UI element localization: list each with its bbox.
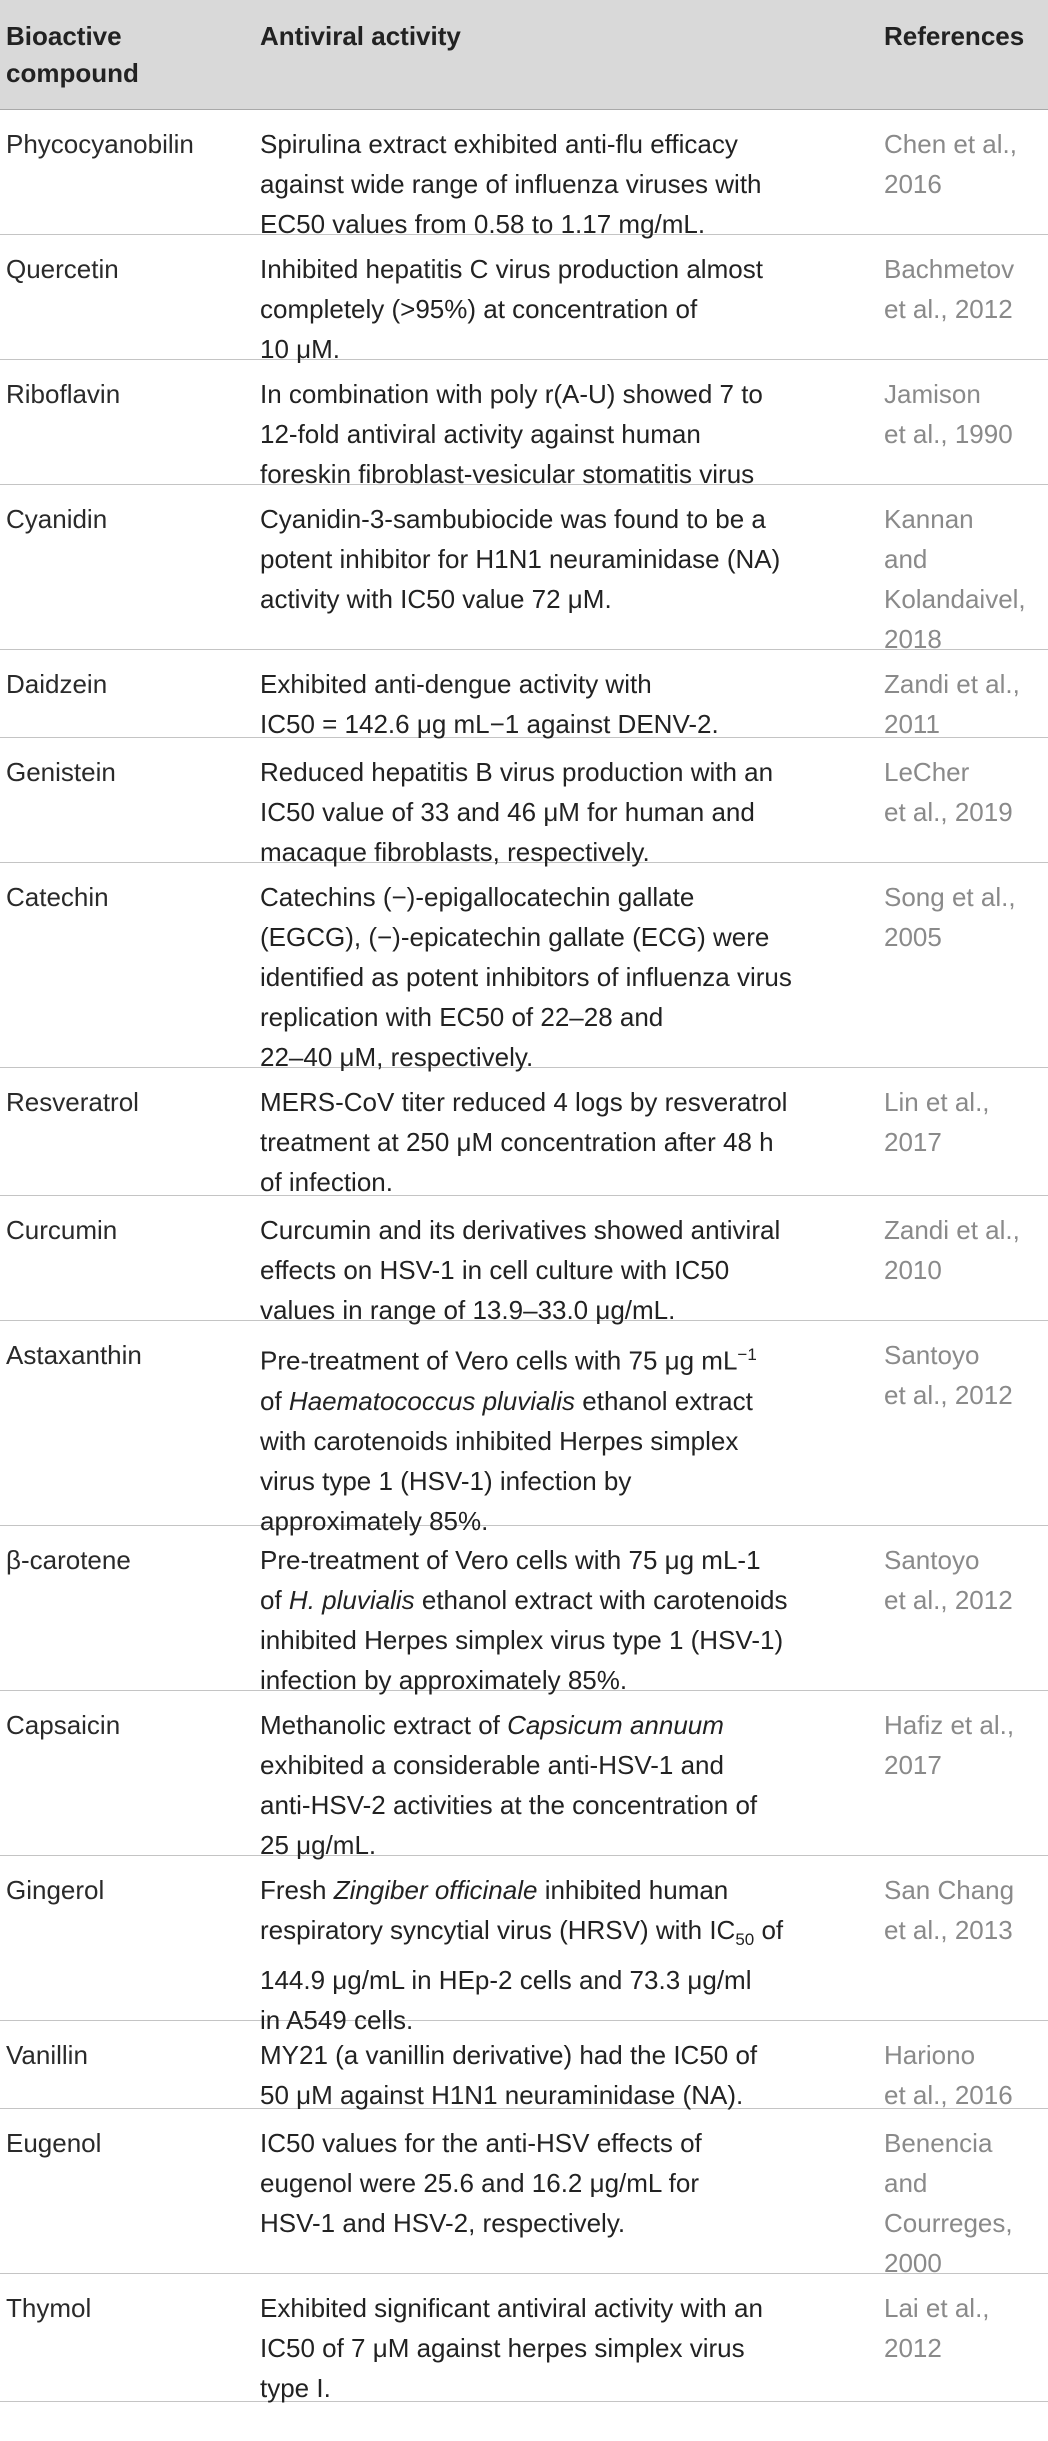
activity-cell: Catechins (−)-epigallocatechin gallate (EGCG), (−)-epicatechin gallate (ECG) were identified as potent inhibitors of influenza virus replication with EC50 of 22–28 and 22–40 μM, respectively. xyxy=(260,882,792,1072)
compound-cell: Cyanidin xyxy=(6,504,108,534)
compound-cell: Quercetin xyxy=(6,254,119,284)
table-row xyxy=(0,485,1048,654)
table-row xyxy=(0,1856,1048,2036)
reference-link[interactable]: Zandi et al., 2010 xyxy=(884,1215,1020,1285)
reference-link[interactable]: Benencia and Courreges, 2000 xyxy=(884,2128,1013,2278)
activity-cell: Exhibited anti-dengue activity with IC50 = 142.6 μg mL−1 against DENV-2. xyxy=(260,669,719,739)
activity-cell: Inhibited hepatitis C virus production almost completely (>95%) at concentration of 10 μM. xyxy=(260,254,763,364)
activity-cell: Methanolic extract of Capsicum annuum exhibited a considerable anti-HSV-1 and anti-HSV-2 activities at the concentration of 25 μg/mL. xyxy=(260,1710,758,1860)
reference-link[interactable]: Zandi et al., 2011 xyxy=(884,669,1020,739)
compound-cell: Phycocyanobilin xyxy=(6,129,194,159)
header-compound: Bioactive compound xyxy=(6,21,139,88)
reference-link[interactable]: San Chang et al., 2013 xyxy=(884,1875,1015,1945)
compound-cell: Vanillin xyxy=(6,2040,88,2070)
compound-cell: Capsaicin xyxy=(6,1710,121,1740)
compound-cell: Riboflavin xyxy=(6,379,121,409)
table-header xyxy=(0,0,1048,110)
table-row xyxy=(0,1526,1048,1695)
table-row xyxy=(0,1196,1048,1325)
table-row xyxy=(0,2109,1048,2278)
compound-cell: Resveratrol xyxy=(6,1087,139,1117)
reference-link[interactable]: Bachmetov et al., 2012 xyxy=(884,254,1015,324)
activity-cell: MERS-CoV titer reduced 4 logs by resveratrol treatment at 250 μM concentration after 48 h of infection. xyxy=(260,1087,788,1197)
header-antiviral-activity: Antiviral activity xyxy=(260,21,461,51)
table-row xyxy=(0,1691,1048,1860)
activity-cell: Reduced hepatitis B virus production with an IC50 value of 33 and 46 μM for human and macaque fibroblasts, respectively. xyxy=(260,757,774,867)
table-row xyxy=(0,235,1048,364)
unit-text: μg mL xyxy=(664,1345,738,1376)
activity-cell: IC50 values for the anti-HSV effects of eugenol were 25.6 and 16.2 μg/mL for HSV-1 and HSV-2, respectively. xyxy=(260,2128,702,2238)
activity-cell-continued: of Haematococcus pluvialis ethanol extract with carotenoids inhibited Herpes simplex virus type 1 (HSV-1) infection by approximately 85%. xyxy=(260,1385,753,1536)
table-row xyxy=(0,2021,1048,2109)
activity-cell: MY21 (a vanillin derivative) had the IC50 of 50 μM against H1N1 neuraminidase (NA). xyxy=(260,2040,758,2110)
compound-cell: Gingerol xyxy=(6,1875,105,1905)
table-row xyxy=(0,2274,1048,2402)
activity-cell: In combination with poly r(A-U) showed 7 to 12-fold antiviral activity against human foreskin fibroblast-vesicular stomatitis virus xyxy=(260,379,763,489)
table-row xyxy=(0,1321,1048,1536)
compound-cell: Astaxanthin xyxy=(6,1340,142,1370)
activity-cell: Pre-treatment of Vero cells with 75 μg mL-1 of H. pluvialis ethanol extract with carotenoids inhibited Herpes simplex virus type 1 (HSV-1) infection by approximately 85%. xyxy=(260,1545,788,1695)
table-row xyxy=(0,360,1048,489)
compound-cell: Eugenol xyxy=(6,2128,102,2158)
activity-cell: Curcumin and its derivatives showed antiviral effects on HSV-1 in cell culture with IC50 values in range of 13.9–33.0 μg/mL. xyxy=(260,1215,781,1325)
reference-link[interactable]: Santoyo et al., 2012 xyxy=(884,1545,1013,1615)
compound-cell: Genistein xyxy=(6,757,116,787)
superscript: −1 xyxy=(737,1345,757,1364)
activity-cell: Exhibited significant antiviral activity with an IC50 of 7 μM against herpes simplex virus type I. xyxy=(260,2293,763,2403)
reference-link[interactable]: Jamison et al., 1990 xyxy=(884,379,1013,449)
table-row xyxy=(0,863,1048,1072)
table-row xyxy=(0,650,1048,738)
compound-cell: Daidzein xyxy=(6,669,108,699)
activity-cell: Fresh Zingiber officinale inhibited human respiratory syncytial virus (HRSV) with $IC_{50}$ of 144.9 μg/mL in HEp-2 cells and 73.3 μg/ml in A549 cells. xyxy=(260,1875,784,2036)
reference-link[interactable]: Santoyo et al., 2012 xyxy=(884,1340,1013,1410)
reference-link[interactable]: Hariono et al., 2016 xyxy=(884,2040,1013,2110)
reference-link[interactable]: Chen et al., 2016 xyxy=(884,129,1017,199)
reference-link[interactable]: Song et al., 2005 xyxy=(884,882,1016,952)
compound-cell: β-carotene xyxy=(6,1545,131,1575)
reference-link[interactable]: LeCher et al., 2019 xyxy=(884,757,1013,827)
activity-cell: Pre-treatment of Vero cells with 75 μg $mL^{-1}$ of Haematococcus pluvialis ethanol extract with carotenoids inhibited Herpes simplex virus type 1 (HSV-1) infection by approximately 85%. xyxy=(260,1345,757,1536)
activity-cell: Spirulina extract exhibited anti-flu efficacy against wide range of influenza viruses with EC50 values from 0.58 to 1.17 mg/mL. xyxy=(260,129,762,239)
table-row xyxy=(0,1068,1048,1196)
reference-link[interactable]: Kannan and Kolandaivel, 2018 xyxy=(884,504,1026,654)
reference-link[interactable]: Lin et al., 2017 xyxy=(884,1087,990,1157)
compound-cell: Catechin xyxy=(6,882,109,912)
activity-cell: Cyanidin-3-sambubiocide was found to be a potent inhibitor for H1N1 neuraminidase (NA) activity with IC50 value 72 μM. xyxy=(260,504,781,614)
compound-cell: Curcumin xyxy=(6,1215,118,1245)
reference-link[interactable]: Lai et al., 2012 xyxy=(884,2293,990,2363)
compound-cell: Thymol xyxy=(6,2293,92,2323)
reference-link[interactable]: Hafiz et al., 2017 xyxy=(884,1710,1015,1780)
header-references: References xyxy=(884,21,1025,51)
table-row xyxy=(0,110,1048,239)
table-row xyxy=(0,738,1048,867)
